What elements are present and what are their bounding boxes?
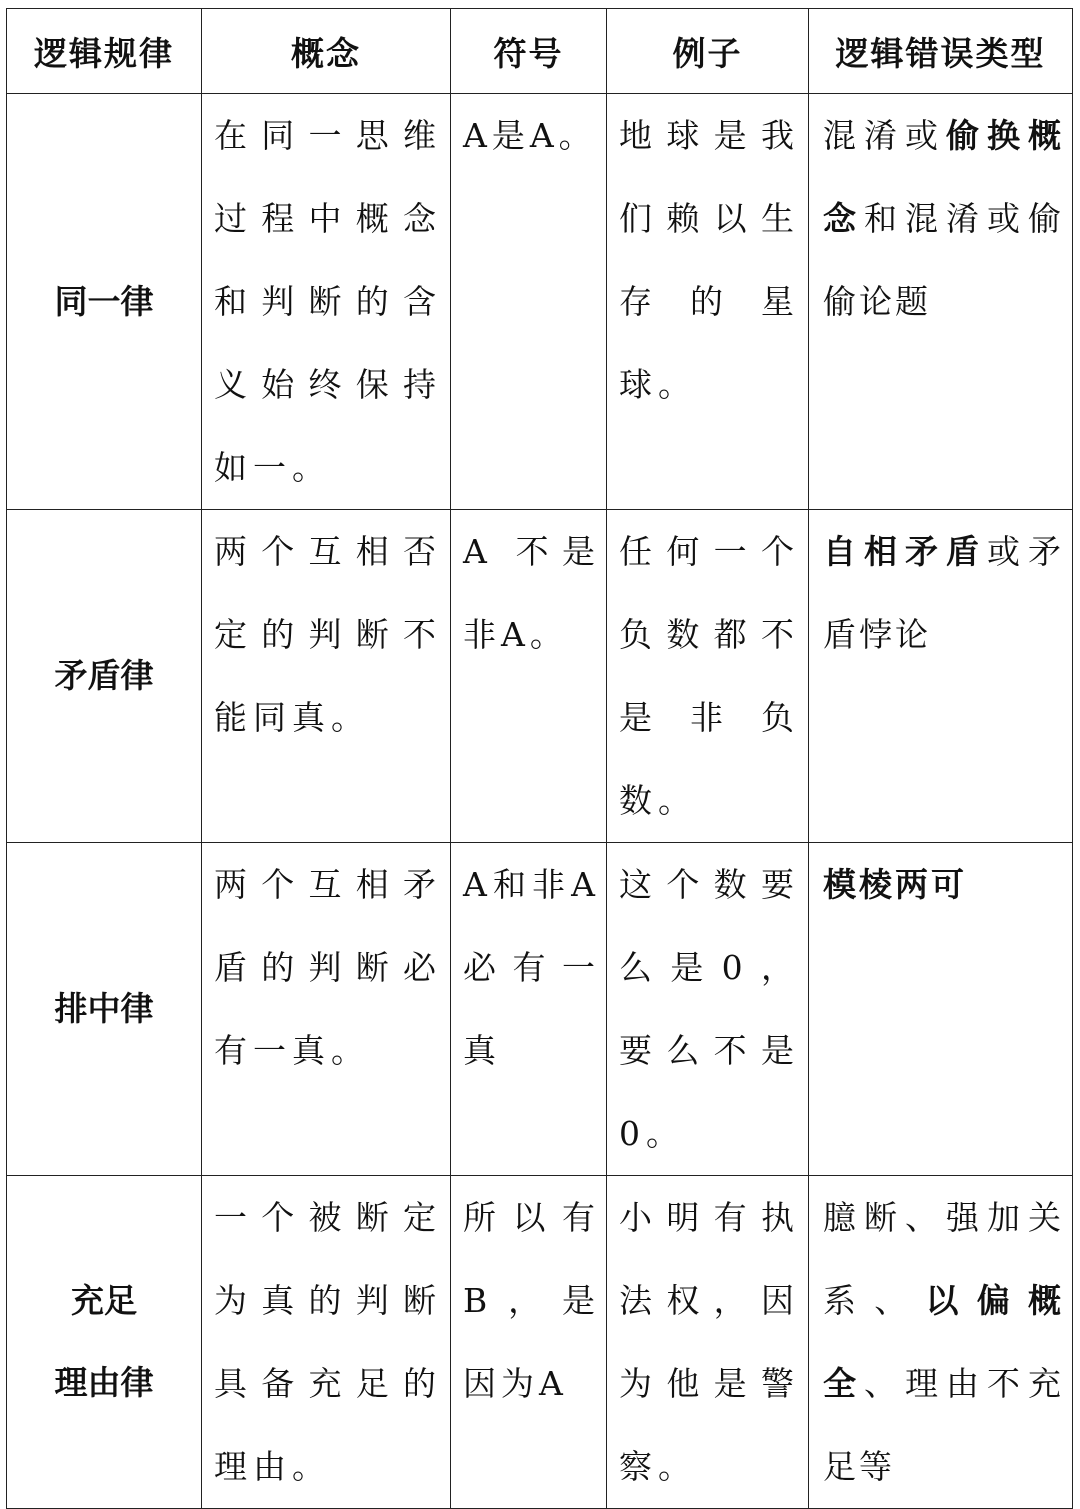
symbol-text: A 不是非A。 — [463, 532, 600, 654]
example-text: 这个数要么是0，要么不是0。 — [619, 865, 800, 1153]
law-name: 理由律 — [54, 1363, 154, 1402]
error-term-bold: 以偏概全 — [823, 1281, 1064, 1403]
table-row — [7, 94, 1073, 510]
example-text: 地球是我们赖以生存的星球。 — [619, 116, 800, 404]
concept-text: 在同一思维过程中概念和判断的含义始终保持如一。 — [214, 116, 442, 487]
symbol-text: 所以有B，是因为A — [463, 1198, 600, 1403]
error-type-cell — [809, 510, 1073, 843]
header-row — [7, 9, 1073, 94]
law-cell — [7, 510, 202, 843]
concept-text: 一个被断定为真的判断具备充足的理由。 — [214, 1198, 442, 1486]
error-type-cell — [809, 1176, 1073, 1509]
symbol-text: A是A。 — [463, 116, 597, 155]
concept-cell — [202, 1176, 451, 1509]
error-type-text — [809, 843, 1072, 926]
header-symbol: 符号 — [451, 9, 607, 94]
concept-cell — [202, 510, 451, 843]
symbol-cell — [451, 510, 607, 843]
law-name: 同一律 — [54, 281, 154, 321]
concept-cell — [202, 94, 451, 510]
law-cell — [7, 94, 202, 510]
logic-laws-table — [6, 8, 1073, 1509]
law-cell — [7, 843, 202, 1176]
error-type-text — [809, 510, 1072, 676]
error-type-cell — [809, 843, 1073, 1176]
law-name: 充足 — [71, 1281, 137, 1320]
symbol-cell — [451, 843, 607, 1176]
table-row — [7, 1176, 1073, 1509]
error-term: 臆断、强加关系、 — [823, 1198, 1064, 1320]
error-term: 和混淆或偷偷论题 — [823, 199, 1064, 321]
header-error-type: 逻辑错误类型 — [809, 9, 1073, 94]
concept-text: 两个互相矛盾的判断必有一真。 — [214, 865, 442, 1070]
example-cell — [607, 94, 809, 510]
error-term: 混淆或 — [823, 116, 946, 155]
table-body — [7, 94, 1073, 1509]
error-type-cell — [809, 94, 1073, 510]
symbol-cell — [451, 1176, 607, 1509]
symbol-cell — [451, 94, 607, 510]
example-text: 小明有执法权，因为他是警察。 — [619, 1198, 800, 1486]
law-cell — [7, 1176, 202, 1509]
symbol-text: A和非A必有一真 — [463, 865, 600, 1070]
header-law: 逻辑规律 — [7, 9, 202, 94]
header-concept: 概念 — [202, 9, 451, 94]
error-type-text — [809, 1176, 1072, 1508]
error-type-text — [809, 94, 1072, 343]
concept-cell — [202, 843, 451, 1176]
concept-text: 两个互相否定的判断不能同真。 — [214, 532, 442, 737]
error-term-bold: 偷换概念 — [823, 116, 1064, 238]
law-name: 排中律 — [54, 989, 154, 1028]
error-term-bold: 模棱两可 — [823, 865, 967, 904]
example-text: 任何一个负数都不是非负数。 — [619, 532, 800, 820]
error-term: 、理由不充足等 — [823, 1364, 1064, 1486]
law-name: 矛盾律 — [54, 656, 154, 695]
table-row — [7, 510, 1073, 843]
error-term-bold: 自相矛盾 — [823, 532, 987, 571]
error-term: 或矛盾悖论 — [823, 532, 1064, 654]
table-row — [7, 843, 1073, 1176]
example-cell — [607, 843, 809, 1176]
example-cell — [607, 1176, 809, 1509]
example-cell — [607, 510, 809, 843]
header-example: 例子 — [607, 9, 809, 94]
